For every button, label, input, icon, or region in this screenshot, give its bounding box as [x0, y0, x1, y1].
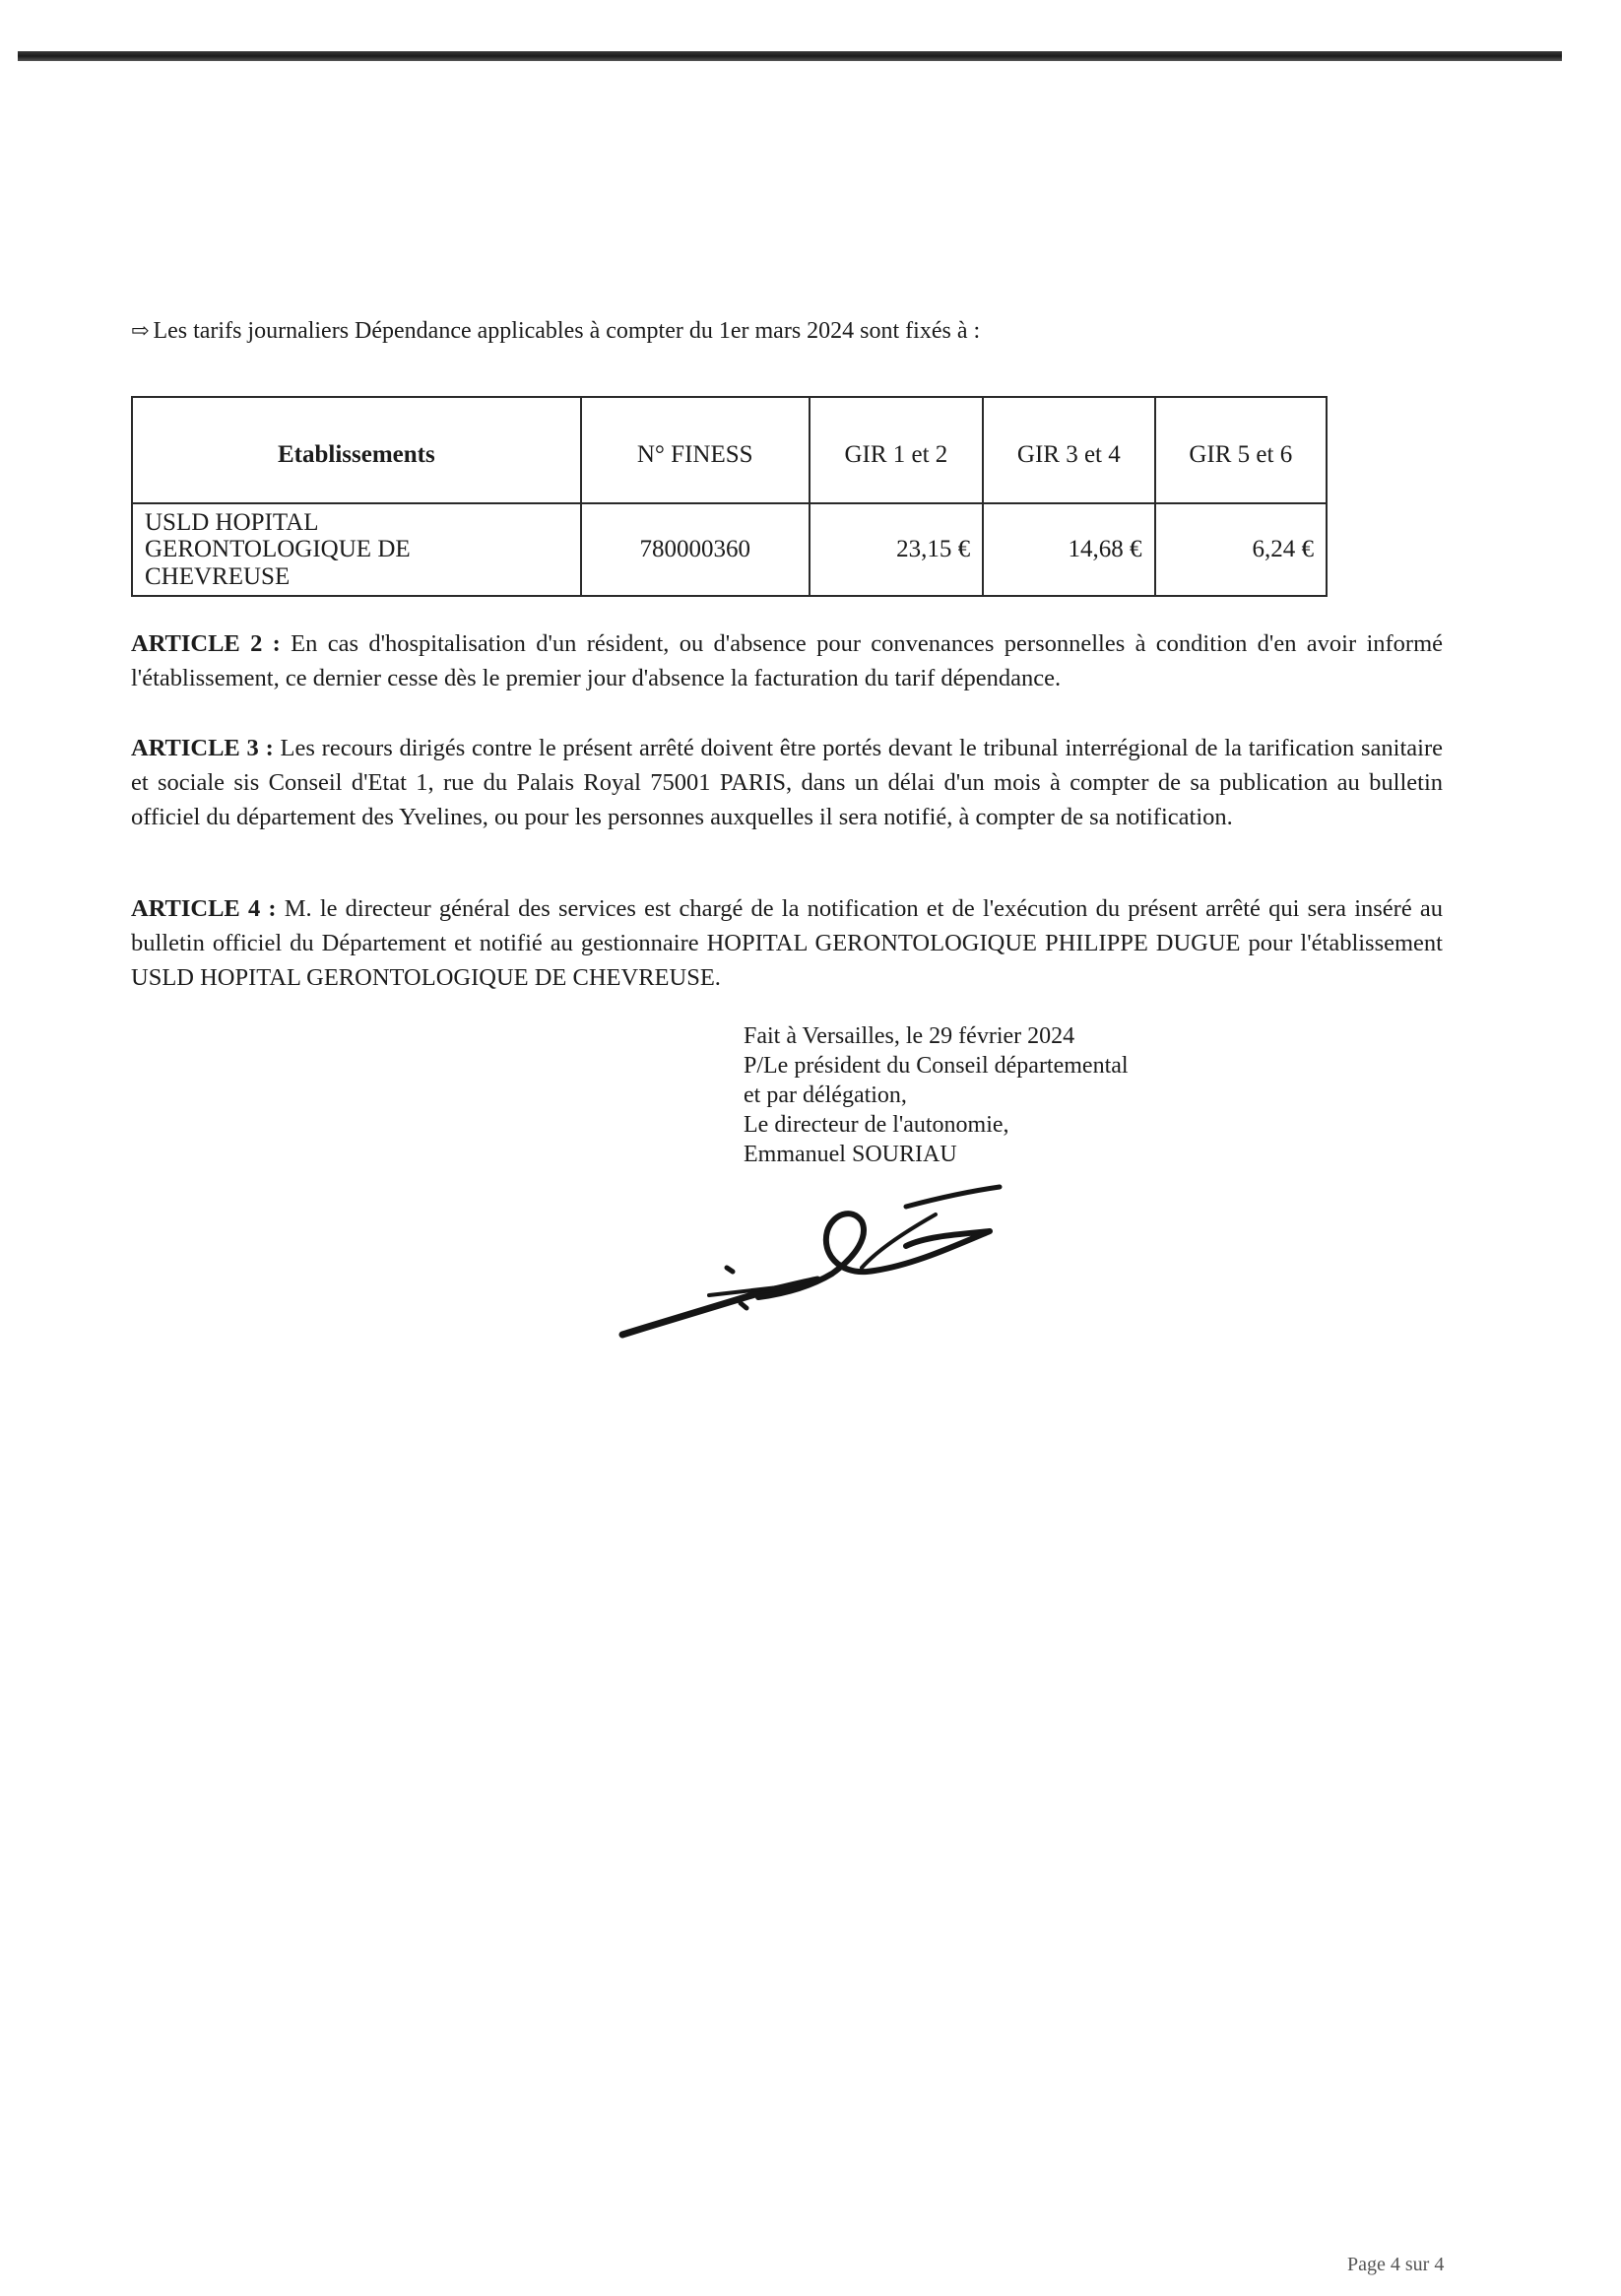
etablissement-line: USLD HOPITAL: [145, 508, 319, 536]
article-2-label: ARTICLE 2 :: [131, 630, 281, 657]
tariff-table: [131, 396, 1328, 597]
cell-finess: 780000360: [581, 503, 810, 596]
table-header-row: [132, 397, 1327, 503]
header-gir-3-4: GIR 3 et 4: [983, 397, 1154, 503]
signature-delegation: et par délégation,: [744, 1082, 907, 1108]
article-4: [131, 891, 1443, 995]
signature-place-date: Fait à Versailles, le 29 février 2024: [744, 1023, 1075, 1049]
article-3: [131, 731, 1443, 834]
header-gir-1-2: GIR 1 et 2: [810, 397, 983, 503]
cell-gir-5-6: 6,24 €: [1155, 503, 1327, 596]
article-4-text: M. le directeur général des services est chargé de la notification et de l'exécution du présent arrêté qui sera inséré au bulletin officiel du Département et notifié au gestionnaire HOPITAL GERONTOLOGIQUE PHILIPPE DUGUE pour l'établissement USLD HOPITAL GERONTOLOGIQUE DE CHEVREUSE.: [131, 895, 1444, 991]
header-finess: N° FINESS: [581, 397, 810, 503]
signature-role: Le directeur de l'autonomie,: [744, 1112, 1009, 1138]
intro-text: Les tarifs journaliers Dépendance applicables à compter du 1er mars 2024 sont fixés à :: [153, 318, 981, 344]
scan-top-border: [18, 51, 1562, 61]
article-4-label: ARTICLE 4 :: [131, 895, 277, 922]
table-row: [132, 503, 1327, 596]
article-3-text: Les recours dirigés contre le présent arrêté doivent être portés devant le tribunal interrégional de la tarification sanitaire et sociale sis Conseil d'Etat 1, rue du Palais Royal 75001 PARIS, dans un délai d'un mois à compter de sa publication au bulletin officiel du département des Yvelines, ou pour les personnes auxquelles il sera notifié, à compter de sa notification.: [131, 735, 1444, 830]
tariff-intro: [131, 318, 980, 345]
arrow-right-icon: ⇨: [131, 318, 150, 343]
article-2: [131, 626, 1443, 695]
cell-etablissement: [132, 503, 581, 596]
page-number: Page 4 sur 4: [1347, 2254, 1445, 2275]
signature-block: [744, 1021, 1129, 1169]
etablissement-line: CHEVREUSE: [145, 562, 291, 590]
handwritten-signature: [611, 1177, 1024, 1354]
cell-gir-1-2: 23,15 €: [810, 503, 983, 596]
signature-name: Emmanuel SOURIAU: [744, 1142, 957, 1167]
article-2-text: En cas d'hospitalisation d'un résident, ou d'absence pour convenances personnelles à condition d'en avoir informé l'établissement, ce dernier cesse dès le premier jour d'absence la facturation du tarif dépendance.: [131, 630, 1443, 691]
header-etablissements: Etablissements: [132, 397, 581, 503]
header-gir-5-6: GIR 5 et 6: [1155, 397, 1327, 503]
etablissement-line: GERONTOLOGIQUE DE: [145, 536, 411, 563]
signature-authority: P/Le président du Conseil départemental: [744, 1053, 1129, 1079]
cell-gir-3-4: 14,68 €: [983, 503, 1154, 596]
article-3-label: ARTICLE 3 :: [131, 735, 274, 761]
